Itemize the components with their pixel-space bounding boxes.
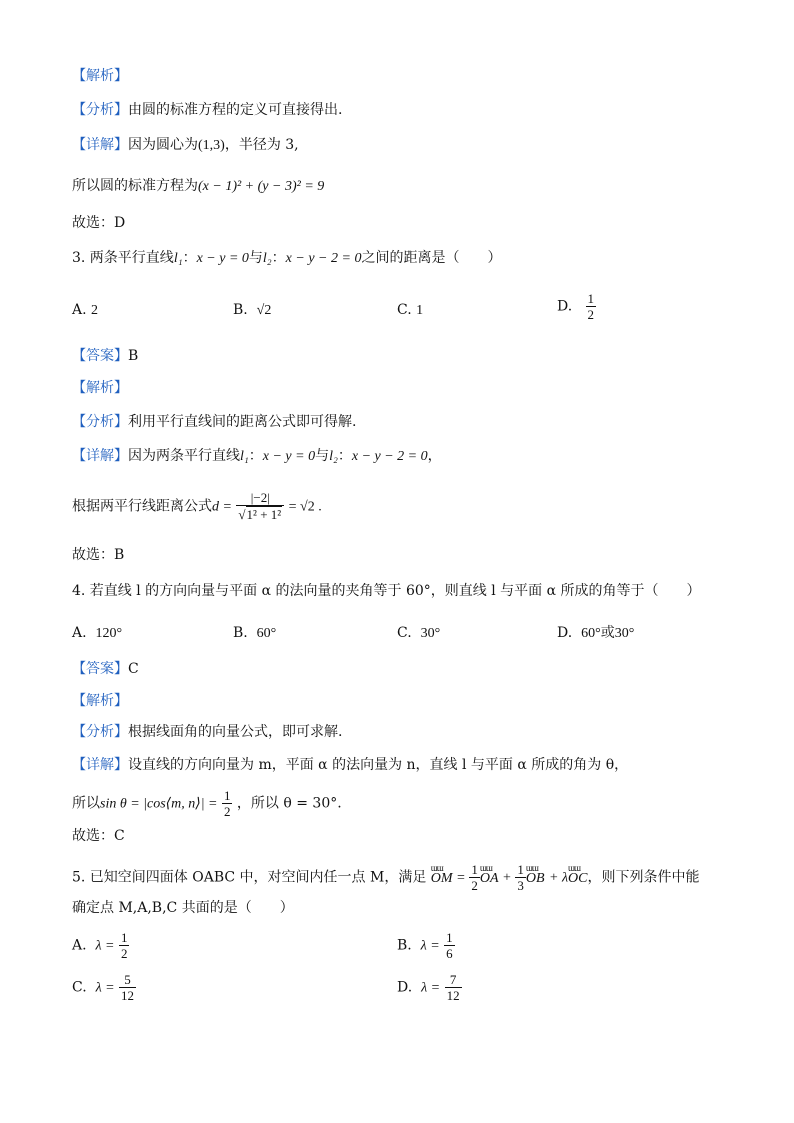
q5-coef-2	[515, 862, 526, 893]
q5-option-b[interactable]	[397, 930, 455, 961]
vector-label: OA	[479, 870, 499, 886]
option-value: √2	[256, 303, 272, 318]
option-label: C.	[397, 302, 412, 318]
q5-stem-end: ，则下列条件中能	[587, 869, 700, 886]
fraction-numerator: 1	[120, 930, 128, 945]
option-label: B.	[397, 937, 412, 954]
q3-formula-result: = √2 .	[288, 499, 322, 515]
q2-choice: 故选：D	[72, 215, 126, 231]
vector-arrow-icon: ɯɯ	[479, 862, 492, 873]
fraction-numerator: 1	[223, 788, 231, 803]
q3-formula-line	[72, 490, 322, 523]
q4-option-a[interactable]	[72, 623, 122, 644]
q4-detail-text: 设直线的方向向量为 m，平面 α 的法向量为 n，直线 l 与平面 α 所成的角为 θ，	[128, 757, 629, 773]
q4-so-end: ，所以 θ = 30°.	[236, 795, 342, 812]
q2-fenxi-text: 由圆的标准方程的定义可直接得出.	[128, 102, 343, 118]
q4-so-fraction	[222, 788, 233, 819]
q3-fenxi-text: 利用平行直线间的距离公式即可得解.	[128, 414, 357, 430]
q3-colon2: ：	[271, 250, 286, 266]
analysis-tag: 【解析】	[72, 68, 128, 84]
option-label: C.	[72, 979, 87, 996]
fraction-denominator: 6	[446, 946, 453, 961]
fraction-numerator: |−2|	[236, 490, 284, 506]
answer-tag: 【答案】	[72, 348, 128, 364]
q3-eq1: x − y = 0	[196, 251, 249, 266]
q4-conclusion-line	[72, 788, 342, 819]
q4-answer	[72, 659, 139, 679]
option-label: D.	[557, 625, 573, 641]
q4-stem: 4. 若直线 l 的方向向量与平面 α 的法向量的夹角等于 60°，则直线 l 与平面 α 所成的角等于（ ）	[72, 583, 701, 599]
q3-option-b[interactable]	[233, 300, 271, 321]
q3-eq2: x − y − 2 = 0	[351, 449, 428, 464]
option-lhs: λ =	[95, 980, 115, 996]
q3-option-a[interactable]	[72, 300, 98, 321]
q3-stem-text: 3. 两条平行直线	[72, 250, 174, 266]
option-label: B.	[233, 302, 248, 318]
vector-arrow-icon: ɯɯ	[430, 862, 443, 873]
q3-option-d[interactable]	[557, 291, 596, 322]
q2-equation: (x − 1)² + (y − 3)² = 9	[198, 179, 325, 194]
q3-l2: l₂	[329, 449, 338, 464]
fraction-denominator: 2	[471, 878, 478, 893]
fraction-denominator: 2	[120, 946, 128, 961]
option-value: 60°	[256, 626, 277, 641]
vector-label: OC	[568, 870, 588, 886]
q3-eq2: x − y − 2 = 0	[285, 251, 362, 266]
option-label: B.	[233, 625, 248, 641]
q4-option-c[interactable]	[397, 623, 440, 644]
q3-l2: l₂	[262, 251, 272, 266]
detail-tag: 【详解】	[72, 448, 128, 464]
fraction-numerator: 1	[446, 930, 453, 945]
option-label: A.	[72, 625, 87, 641]
option-lhs: λ =	[95, 938, 115, 954]
fraction-denominator: 12	[446, 988, 460, 1003]
q3-with: 与	[248, 250, 263, 266]
q2-analysis-line	[72, 100, 342, 120]
q3-stem	[72, 248, 501, 269]
option-fraction	[119, 930, 130, 961]
answer-tag: 【答案】	[72, 661, 128, 677]
sqrt-radicand: 1² + 1²	[246, 507, 282, 522]
q4-so-expr: sin θ = |cos⟨m, n⟩| =	[100, 796, 218, 812]
q3-colon1: ：	[182, 250, 197, 266]
q5-coef-1	[469, 862, 480, 893]
option-label: D.	[557, 298, 573, 315]
vector-arrow-icon: ɯɯ	[525, 862, 538, 873]
q4-option-d[interactable]	[557, 623, 634, 644]
q3-detail-line	[72, 446, 442, 467]
q4-analysis-line	[72, 722, 342, 742]
q4-detail-line	[72, 755, 628, 775]
vector-oc	[568, 862, 588, 889]
option-value: 1	[416, 303, 424, 318]
q4-so-prefix: 所以	[72, 795, 100, 812]
analysis-tag: 【解析】	[72, 693, 128, 709]
option-label: D.	[397, 979, 413, 996]
fraction-numerator: 1	[587, 291, 595, 306]
vector-label: OB	[525, 870, 545, 886]
q3-colon1: ：	[248, 448, 263, 464]
vector-om	[430, 862, 453, 889]
q4-answer-value: C	[128, 661, 139, 677]
q2-detail-mid: ，半径为 3,	[224, 137, 299, 153]
q3-with: 与	[315, 448, 330, 464]
vector-label: OM	[430, 870, 453, 886]
q3-option-c[interactable]	[397, 300, 423, 321]
fenxi-tag: 【分析】	[72, 102, 128, 118]
option-value: 120°	[95, 626, 123, 641]
option-label: C.	[397, 625, 412, 641]
q5-option-a[interactable]	[72, 930, 129, 961]
option-fraction	[445, 972, 462, 1003]
fenxi-tag: 【分析】	[72, 724, 128, 740]
q3-eq1: x − y = 0	[262, 449, 316, 464]
analysis-tag: 【解析】	[72, 380, 128, 396]
q5-stem-start: 5. 已知空间四面体 OABC 中，对空间内任一点 M，满足	[72, 869, 427, 886]
vector-oa	[479, 862, 499, 889]
q3-stem-end: 之间的距离是（ ）	[361, 250, 502, 266]
q2-detail-prefix: 因为圆心为	[128, 137, 198, 153]
q3-detail-end: ，	[427, 448, 442, 464]
q4-choice: 故选：C	[72, 828, 125, 844]
q4-option-b[interactable]	[233, 623, 276, 644]
fraction-numerator: 5	[119, 972, 136, 988]
q3-detail-text: 因为两条平行直线	[128, 448, 240, 464]
q3-l1: l₁	[240, 449, 249, 464]
option-fraction	[119, 972, 136, 1003]
vector-ob	[525, 862, 545, 889]
fraction-denominator: √1² + 1²	[238, 507, 282, 522]
q3-formula-prefix: 根据两平行线距离公式	[72, 498, 212, 515]
q5-plus: +	[503, 870, 511, 886]
option-label: A.	[72, 937, 87, 954]
fraction-numerator: 1	[471, 862, 478, 877]
q3-formula-fraction	[236, 490, 284, 523]
q3-formula-d: d =	[212, 499, 232, 515]
fraction-numerator: 7	[445, 972, 462, 988]
option-lhs: λ =	[421, 980, 441, 996]
fraction-denominator: 12	[121, 988, 135, 1003]
q5-stem-line2: 确定点 M,A,B,C 共面的是（ ）	[72, 900, 294, 916]
q5-option-c[interactable]	[72, 972, 136, 1003]
option-label: A.	[72, 302, 87, 318]
vector-arrow-icon: ɯɯ	[568, 862, 581, 873]
q3-option-d-fraction	[586, 291, 597, 322]
fraction-denominator: 2	[223, 804, 231, 819]
q2-center: (1,3)	[198, 138, 225, 153]
option-value: 2	[91, 303, 99, 318]
q2-detail-line	[72, 135, 299, 156]
fraction-denominator: 2	[587, 307, 595, 322]
option-lhs: λ =	[420, 938, 440, 954]
fraction-denominator: 3	[517, 878, 524, 893]
q3-analysis-line	[72, 412, 356, 432]
q4-fenxi-text: 根据线面角的向量公式，即可求解.	[128, 724, 343, 740]
q3-answer	[72, 346, 138, 366]
option-value: 60°或30°	[581, 626, 635, 641]
option-fraction	[444, 930, 455, 961]
q3-choice: 故选：B	[72, 547, 125, 563]
detail-tag: 【详解】	[72, 137, 128, 153]
detail-tag: 【详解】	[72, 757, 128, 773]
q5-option-d[interactable]	[397, 972, 462, 1003]
q5-stem	[72, 862, 699, 893]
q3-answer-value: B	[128, 348, 139, 364]
fraction-numerator: 1	[517, 862, 524, 877]
option-value: 30°	[420, 626, 441, 641]
q5-eq-sign: =	[457, 870, 465, 886]
q3-colon2: ：	[337, 448, 352, 464]
fenxi-tag: 【分析】	[72, 414, 128, 430]
q2-equation-line	[72, 176, 324, 197]
q3-l1: l₁	[173, 251, 183, 266]
q2-eq-prefix: 所以圆的标准方程为	[72, 178, 198, 194]
q5-lambda: + λ	[549, 870, 569, 886]
